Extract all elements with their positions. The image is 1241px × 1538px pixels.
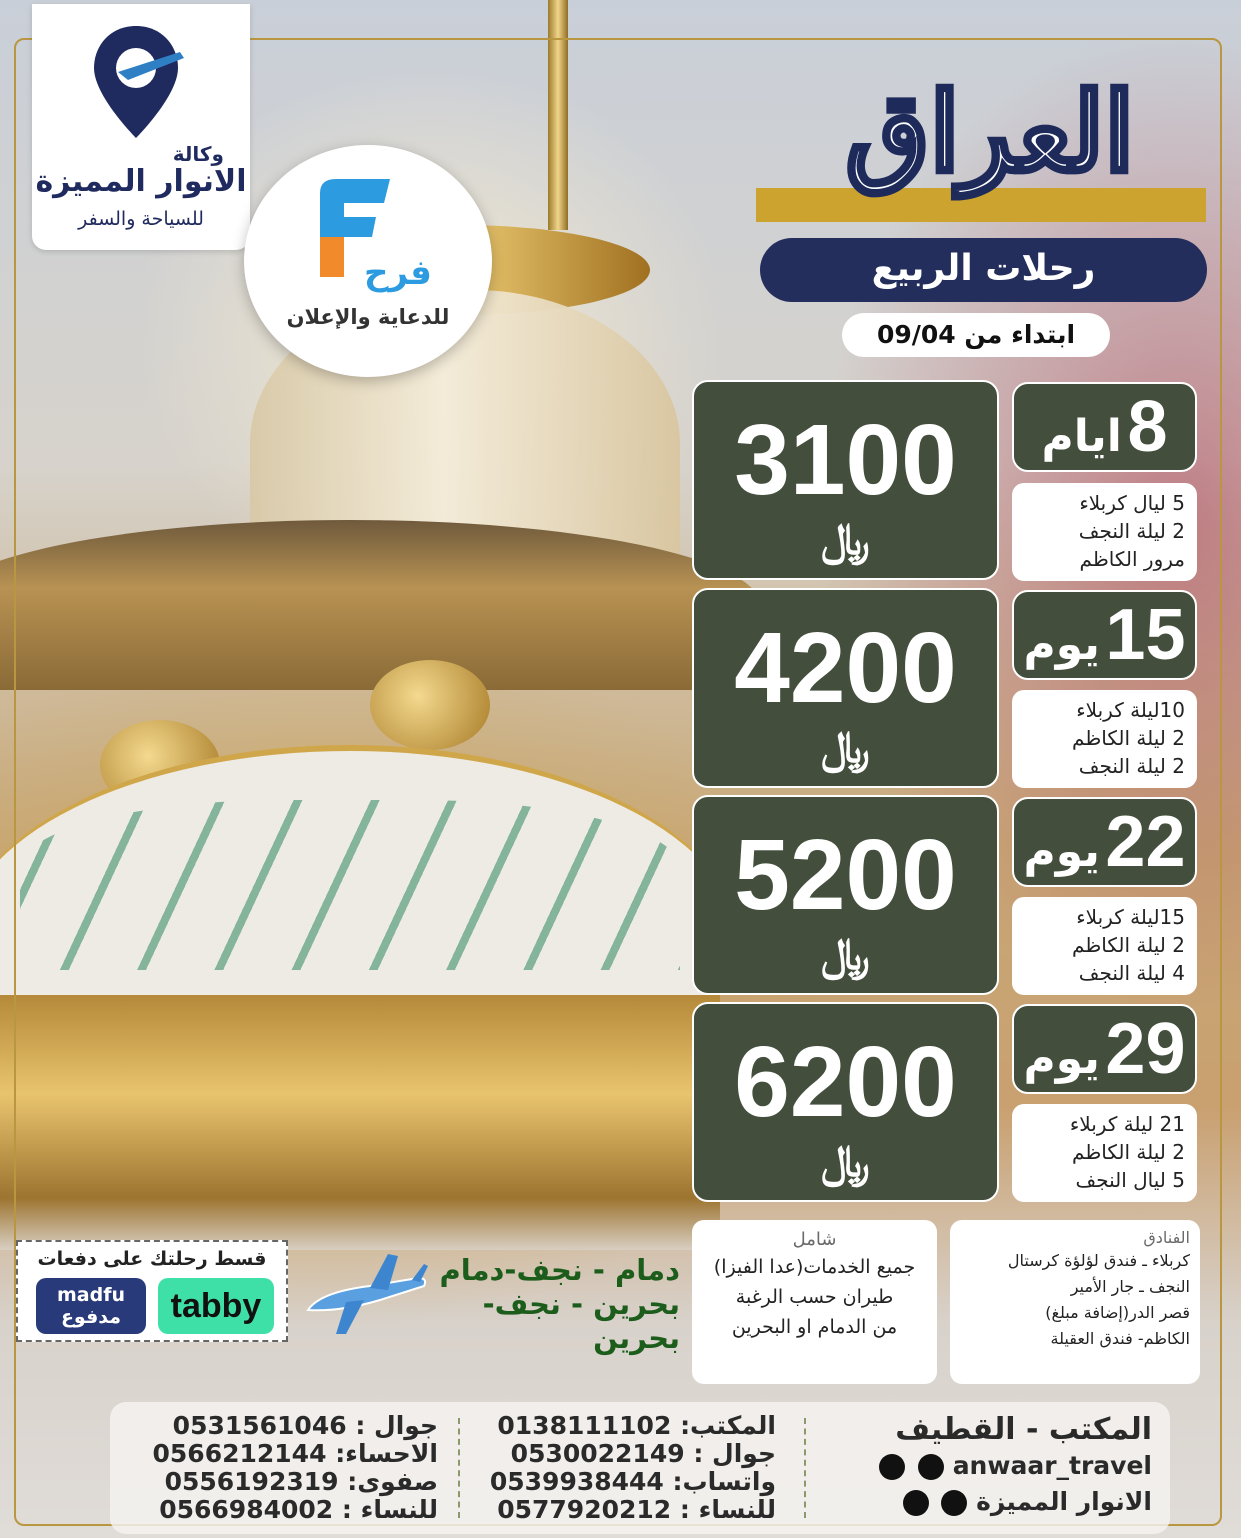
agency-line1: وكالة (172, 142, 224, 166)
hotels-line: النجف ـ جار الأمير (1070, 1277, 1190, 1296)
phone-number[interactable]: 0577920212 (497, 1495, 672, 1524)
tabby-logo: tabby (158, 1278, 274, 1334)
phone-number[interactable]: 0138111102 (497, 1411, 672, 1440)
madfu-logo (36, 1278, 146, 1334)
package-duration (1012, 797, 1197, 887)
contact-label: صفوى: (347, 1467, 438, 1496)
nights-line: 2 ليلة الكاظم (1072, 726, 1185, 750)
package-nights (1012, 897, 1197, 995)
facebook-icon[interactable] (903, 1490, 929, 1516)
subtitle-banner: رحلات الربيع (760, 238, 1207, 302)
contact-row (148, 1412, 438, 1440)
contact-label: جوال : (355, 1411, 438, 1440)
includes-line: جميع الخدمات(عدا الفيزا) (713, 1256, 916, 1278)
contact-label: للنساء : (341, 1495, 438, 1524)
package-price: 4200 (734, 612, 957, 724)
location-pin-plane-icon (88, 22, 184, 142)
contact-row (148, 1496, 438, 1524)
social-name-row (822, 1484, 1152, 1520)
contact-row (486, 1496, 776, 1524)
madfu-en-label: madfu (56, 1284, 125, 1306)
sponsor-tagline: للدعاية والإعلان (286, 305, 450, 329)
duration-label: يوم (1023, 826, 1100, 877)
office-column (822, 1412, 1152, 1520)
nights-line: 2 ليلة النجف (1078, 519, 1185, 543)
contact-row (486, 1412, 776, 1440)
package-price-box (692, 1002, 999, 1202)
package-nights (1012, 483, 1197, 581)
agency-name: الانوار المميزة (35, 164, 247, 199)
nights-line: 4 ليلة النجف (1078, 961, 1185, 985)
contact-row (148, 1440, 438, 1468)
hotels-box (950, 1220, 1200, 1384)
page-title: العراق (845, 70, 1135, 196)
instagram-icon[interactable] (918, 1454, 944, 1480)
social-handle-row (822, 1448, 1152, 1484)
contacts-column (148, 1412, 438, 1524)
riyal-symbol: ﷼ (821, 1136, 870, 1187)
package-nights (1012, 690, 1197, 788)
nights-line: 15ليلة كربلاء (1076, 905, 1185, 929)
includes-box (692, 1220, 937, 1384)
package-price: 5200 (734, 819, 957, 931)
contact-label: جوال : (693, 1439, 776, 1468)
nights-line: 21 ليلة كربلاء (1069, 1112, 1185, 1136)
phone-number[interactable]: 0566984002 (159, 1495, 334, 1524)
contact-row (148, 1468, 438, 1496)
riyal-symbol: ﷼ (821, 514, 870, 565)
installment-box (16, 1240, 288, 1342)
contact-label: الاحساء: (335, 1439, 438, 1468)
contact-label: المكتب: (680, 1411, 776, 1440)
package-price-box (692, 380, 999, 580)
riyal-symbol: ﷼ (821, 722, 870, 773)
nights-line: 10ليلة كربلاء (1076, 698, 1185, 722)
hotels-line: الكاظم- فندق العقيلة (1050, 1329, 1190, 1348)
package-price-box (692, 795, 999, 995)
sponsor-name: فرح (364, 253, 432, 293)
nights-line: 2 ليلة النجف (1078, 754, 1185, 778)
duration-label: يوم (1023, 619, 1100, 670)
package-duration (1012, 1004, 1197, 1094)
installment-heading: قسط رحلتك على دفعات (37, 1248, 267, 1270)
duration-number: 8 (1127, 387, 1168, 467)
nights-line: مرور الكاظم (1079, 547, 1185, 571)
contact-row (486, 1468, 776, 1496)
contact-label: واتساب: (672, 1467, 776, 1496)
package-price: 6200 (734, 1026, 957, 1138)
airplane-icon (300, 1248, 430, 1338)
phone-number[interactable]: 0556192319 (164, 1467, 339, 1496)
nights-line: 5 ليال كربلاء (1079, 491, 1185, 515)
contact-label: للنساء : (679, 1495, 776, 1524)
duration-label: يوم (1023, 1033, 1100, 1084)
contact-bar (110, 1402, 1170, 1534)
snapchat-icon[interactable] (879, 1454, 905, 1480)
agency-logo (32, 4, 250, 250)
includes-heading: شامل (792, 1229, 837, 1250)
package-nights (1012, 1104, 1197, 1202)
contact-row (486, 1440, 776, 1468)
nights-line: 2 ليلة الكاظم (1072, 1140, 1185, 1164)
route-line: دمام - نجف-دمام (439, 1253, 680, 1287)
includes-line: من الدمام او البحرين (731, 1316, 898, 1338)
package-price: 3100 (734, 404, 957, 516)
social-handle[interactable]: anwaar_travel (952, 1451, 1152, 1480)
route-line: بحرين - نجف-بحرين (482, 1287, 680, 1355)
duration-number: 15 (1105, 595, 1186, 675)
package-duration (1012, 590, 1197, 680)
riyal-symbol: ﷼ (821, 929, 870, 980)
phone-number[interactable]: 0566212144 (152, 1439, 327, 1468)
hotels-heading: الفنادق (1143, 1228, 1190, 1247)
duration-number: 22 (1105, 802, 1186, 882)
youtube-icon[interactable] (941, 1490, 967, 1516)
start-date: ابتداء من 09/04 (842, 313, 1110, 357)
hotels-line: قصر الدر(إضافة مبلغ) (1045, 1303, 1190, 1322)
madfu-ar-label: مدفوع (60, 1306, 122, 1328)
phone-number[interactable]: 0530022149 (510, 1439, 685, 1468)
nights-line: 2 ليلة الكاظم (1072, 933, 1185, 957)
duration-label: ايام (1041, 411, 1122, 462)
office-location: المكتب - القطيف (895, 1412, 1152, 1447)
flight-routes (430, 1253, 680, 1355)
contacts-column (486, 1412, 776, 1524)
package-price-box (692, 588, 999, 788)
divider (458, 1418, 460, 1518)
sponsor-logo (244, 145, 492, 377)
agency-tagline: للسياحة والسفر (78, 208, 204, 230)
phone-number[interactable]: 0539938444 (489, 1467, 664, 1496)
includes-line: طيران حسب الرغبة (735, 1286, 894, 1308)
divider (804, 1418, 806, 1518)
hotels-line: كربلاء ـ فندق لؤلؤة كرستال (1007, 1251, 1190, 1270)
package-duration (1012, 382, 1197, 472)
phone-number[interactable]: 0531561046 (172, 1411, 347, 1440)
social-name[interactable]: الانوار المميزة (976, 1487, 1152, 1516)
duration-number: 29 (1105, 1009, 1186, 1089)
nights-line: 5 ليال النجف (1075, 1168, 1185, 1192)
